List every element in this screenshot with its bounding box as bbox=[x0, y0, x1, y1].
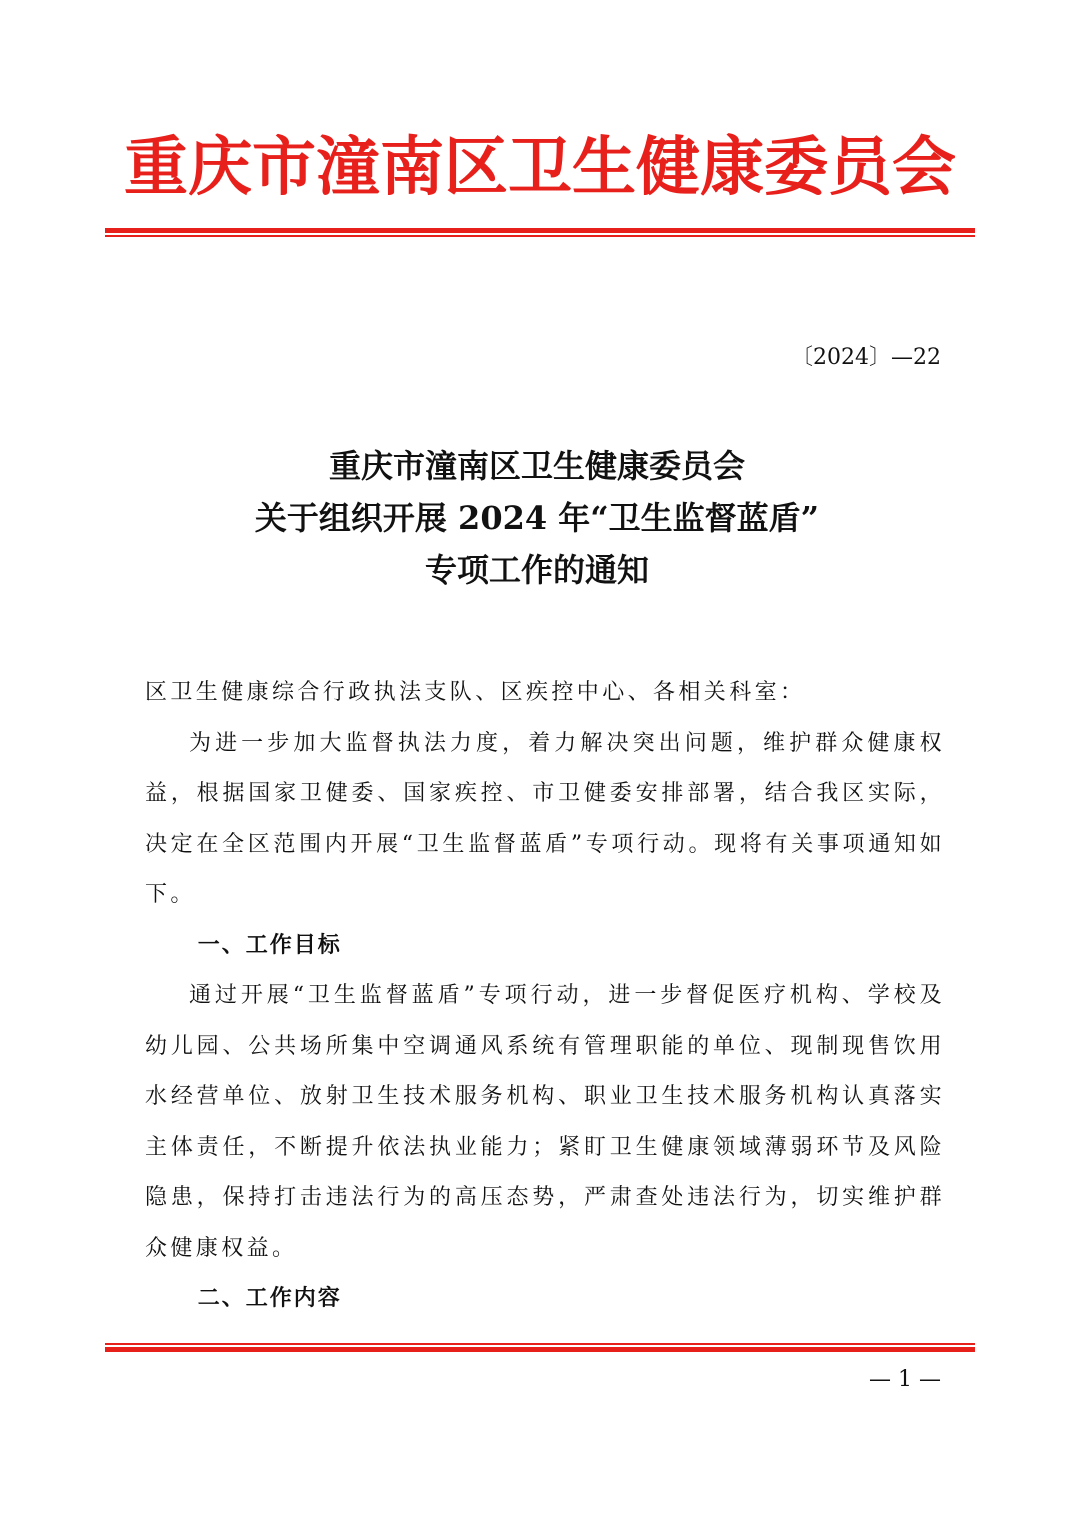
intro-paragraph: 为进一步加大监督执法力度，着力解决突出问题，维护群众健康权益，根据国家卫健委、国家疾控、市卫健委安排部署，结合我区实际，决定在全区范围内开展“卫生监督蓝盾”专项行动。现将有关事项通知如下。 bbox=[145, 730, 945, 907]
document-number: 〔2024〕—22 bbox=[791, 345, 941, 370]
footer-divider bbox=[105, 1343, 975, 1352]
addressee: 区卫生健康综合行政执法支队、区疾控中心、各相关科室： bbox=[145, 680, 806, 705]
header-divider bbox=[105, 228, 975, 237]
section-heading-goals: 一、工作目标 bbox=[197, 932, 342, 958]
section-heading-content: 二、工作内容 bbox=[197, 1286, 342, 1311]
document-body bbox=[145, 668, 945, 1325]
goals-paragraph: 通过开展“卫生监督蓝盾”专项行动，进一步督促医疗机构、学校及幼儿园、公共场所集中空调通风系统有管理职能的单位、现制现售饮用水经营单位、放射卫生技术服务机构、职业卫生技术服务机构认真落实主体责任，不断提升依法执业能力；紧盯卫生健康领域薄弱环节及风险隐患，保持打击违法行为的高压态势，严肃查处违法行为，切实维护群众健康权益。 bbox=[145, 983, 945, 1261]
title-line-3: 专项工作的通知 bbox=[424, 551, 649, 589]
document-title bbox=[0, 440, 1074, 596]
title-line-2: 关于组织开展 2024 年“卫生监督蓝盾” bbox=[254, 499, 820, 537]
page-number: — 1 — bbox=[869, 1367, 941, 1392]
title-line-1: 重庆市潼南区卫生健康委员会 bbox=[328, 447, 745, 485]
organization-header: 重庆市潼南区卫生健康委员会 bbox=[124, 131, 956, 205]
